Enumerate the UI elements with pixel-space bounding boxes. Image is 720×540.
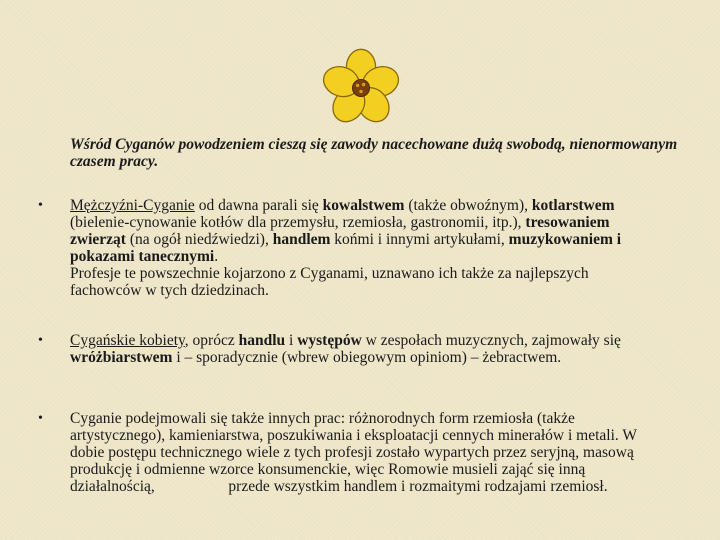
bullet-marker: •	[38, 411, 43, 426]
bullet-text: Mężczyźni-Cyganie od dawna parali się kowalstwem (także obwoźnym), kotlarstwem (bielenie-cynowanie kotłów dla przemysłu, rzemiosła, gastronomii, itp.), tresowaniem zwierząt (na ogół niedźwiedzi), handlem końmi i innymi artykułami, muzykowaniem i pokazami tanecznymi. Profesje te powszechnie kojarzono z Cyganami, uznawano ich także za najlepszych fachowców w tych dziedzinach.	[70, 197, 622, 299]
bullet-text: Cyganie podejmowali się także innych prac: różnorodnych form rzemiosła (także artystycznego), kamieniarstwa, poszukiwania i eksploatacji cennych minerałów i metali. W dobie postępu technicznego wiele z tych profesji zostało wypartych przez seryjną, masową produkcję i odmienne wzorce konsumenckie, więc Romowie musieli zająć się inną działalnością, przede wszystkim handlem i rozmaitymi rodzajami rzemiosł.	[70, 410, 641, 495]
bullet-text: Cygańskie kobiety, oprócz handlu i występów w zespołach muzycznych, zajmowały się wróżbiarstwem i – sporadycznie (wbrew obiegowym opiniom) – żebractwem.	[70, 332, 621, 366]
yellow-flower-icon	[318, 45, 404, 131]
flower-center	[352, 79, 369, 96]
flower-stamen	[359, 90, 362, 93]
bullet-marker: •	[38, 198, 43, 213]
intro-text: Wśród Cyganów powodzeniem cieszą się zawody nacechowane dużą swobodą, nienormowanym czasem pracy.	[70, 136, 678, 170]
bullet-marker: •	[38, 333, 43, 348]
flower-stamen	[362, 83, 365, 86]
flower-stamen	[356, 84, 359, 87]
